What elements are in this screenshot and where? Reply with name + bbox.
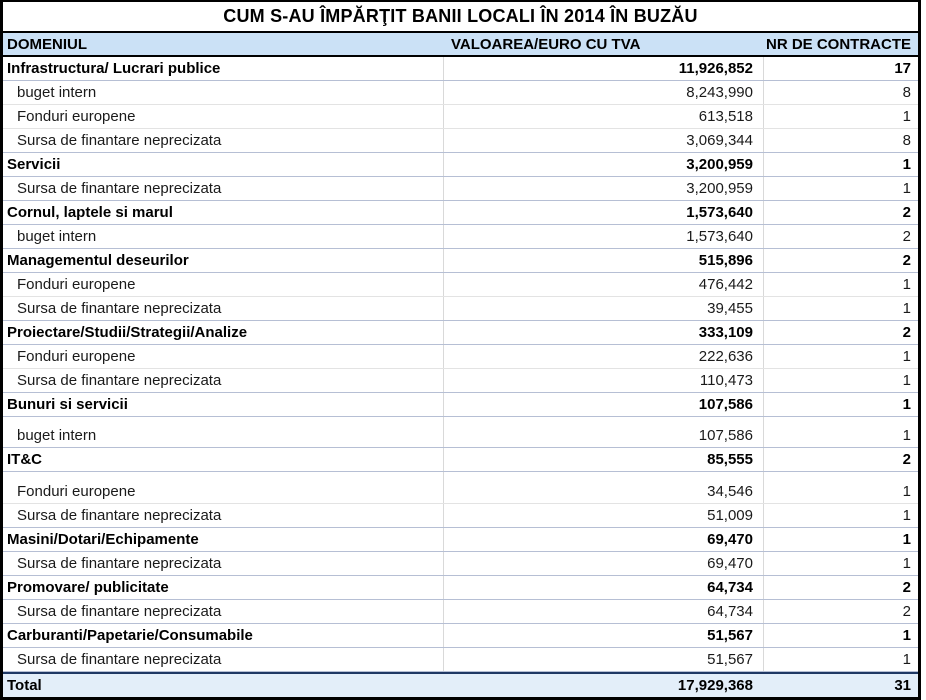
domain-cell: Proiectare/Studii/Strategii/Analize [7, 324, 248, 341]
table-row [3, 81, 918, 105]
table-title: CUM S-AU ÎMPĂRŢIT BANII LOCALI ÎN 2014 ÎN BUZĂU [223, 6, 698, 26]
value-cell: 39,455 [443, 297, 763, 320]
domain-cell: Carburanti/Papetarie/Consumabile [7, 627, 253, 644]
value-cell: 85,555 [443, 448, 763, 471]
domain-cell: IT&C [7, 451, 42, 468]
contracts-cell: 1 [763, 624, 918, 647]
domain-cell: Sursa de finantare neprecizata [17, 132, 222, 149]
value-cell: 613,518 [443, 105, 763, 128]
contracts-cell: 2 [763, 448, 918, 471]
value-cell: 476,442 [443, 273, 763, 296]
table-row [3, 177, 918, 201]
domain-cell: Masini/Dotari/Echipamente [7, 531, 199, 548]
table-row [3, 153, 918, 177]
domain-cell: Servicii [7, 156, 61, 173]
table-row [3, 201, 918, 225]
contracts-cell: 1 [763, 273, 918, 296]
table-row [3, 600, 918, 624]
domain-cell: buget intern [17, 84, 97, 101]
value-cell: 64,734 [443, 576, 763, 599]
contracts-cell: 1 [763, 528, 918, 551]
domain-cell: buget intern [17, 427, 97, 444]
domain-cell: Sursa de finantare neprecizata [17, 180, 222, 197]
value-cell: 51,009 [443, 504, 763, 527]
contracts-cell: 1 [763, 369, 918, 392]
domain-cell: Fonduri europene [17, 108, 136, 125]
domain-cell: Sursa de finantare neprecizata [17, 507, 222, 524]
contracts-cell: 2 [763, 225, 918, 248]
table-row [3, 249, 918, 273]
domain-cell: Sursa de finantare neprecizata [17, 603, 222, 620]
value-cell: 64,734 [443, 600, 763, 623]
table-row [3, 393, 918, 417]
domain-cell: Managementul deseurilor [7, 252, 189, 269]
domain-cell: Sursa de finantare neprecizata [17, 651, 222, 668]
value-cell: 107,586 [443, 417, 763, 447]
table-header [3, 31, 918, 57]
table-row [3, 105, 918, 129]
table-row [3, 129, 918, 153]
contracts-cell: 1 [763, 552, 918, 575]
table-row [3, 57, 918, 81]
total-row [3, 672, 918, 697]
contracts-cell: 2 [763, 249, 918, 272]
contracts-cell: 8 [763, 81, 918, 104]
domain-cell: Fonduri europene [17, 276, 136, 293]
contracts-cell: 1 [763, 648, 918, 671]
domain-cell: Sursa de finantare neprecizata [17, 555, 222, 572]
column-header-value: VALOAREA/EURO CU TVA [451, 35, 641, 53]
table-row [3, 273, 918, 297]
table-row [3, 417, 918, 448]
column-header-domain: DOMENIUL [7, 35, 87, 53]
value-cell: 222,636 [443, 345, 763, 368]
value-cell: 69,470 [443, 528, 763, 551]
table-row [3, 504, 918, 528]
contracts-cell: 1 [763, 105, 918, 128]
domain-cell: Promovare/ publicitate [7, 579, 169, 596]
value-cell: 333,109 [443, 321, 763, 344]
table-row [3, 297, 918, 321]
value-cell: 8,243,990 [443, 81, 763, 104]
table-row [3, 321, 918, 345]
value-cell: 1,573,640 [443, 225, 763, 248]
table-row [3, 369, 918, 393]
contracts-cell: 8 [763, 129, 918, 152]
value-cell: 515,896 [443, 249, 763, 272]
contracts-cell: 1 [763, 153, 918, 176]
value-cell: 51,567 [443, 648, 763, 671]
value-cell: 3,069,344 [443, 129, 763, 152]
value-cell: 11,926,852 [443, 57, 763, 80]
table-row [3, 648, 918, 672]
domain-cell: buget intern [17, 228, 97, 245]
table-body [3, 57, 918, 672]
domain-cell: Cornul, laptele si marul [7, 204, 173, 221]
domain-cell: Bunuri si servicii [7, 396, 128, 413]
contracts-cell: 2 [763, 201, 918, 224]
domain-cell: Fonduri europene [17, 348, 136, 365]
value-cell: 3,200,959 [443, 153, 763, 176]
table-row [3, 624, 918, 648]
table-row [3, 345, 918, 369]
domain-cell: Infrastructura/ Lucrari publice [7, 60, 221, 77]
value-cell: 107,586 [443, 393, 763, 416]
value-cell: 1,573,640 [443, 201, 763, 224]
value-cell: 3,200,959 [443, 177, 763, 200]
contracts-cell: 1 [763, 393, 918, 416]
total-label: Total [7, 677, 42, 694]
total-contracts: 31 [894, 677, 911, 694]
contracts-cell: 1 [763, 472, 918, 503]
value-cell: 69,470 [443, 552, 763, 575]
table-row [3, 448, 918, 472]
contracts-cell: 2 [763, 321, 918, 344]
table-row [3, 552, 918, 576]
contracts-cell: 1 [763, 297, 918, 320]
domain-cell: Sursa de finantare neprecizata [17, 300, 222, 317]
domain-cell: Sursa de finantare neprecizata [17, 372, 222, 389]
column-header-contracts: NR DE CONTRACTE [766, 35, 911, 53]
contracts-cell: 17 [763, 57, 918, 80]
table-row [3, 576, 918, 600]
contracts-cell: 1 [763, 504, 918, 527]
contracts-cell: 1 [763, 177, 918, 200]
table-row [3, 528, 918, 552]
contracts-cell: 1 [763, 417, 918, 447]
contracts-cell: 2 [763, 600, 918, 623]
contracts-cell: 2 [763, 576, 918, 599]
table-row [3, 225, 918, 249]
table-row [3, 472, 918, 504]
domain-cell: Fonduri europene [17, 483, 136, 500]
contracts-cell: 1 [763, 345, 918, 368]
value-cell: 110,473 [443, 369, 763, 392]
value-cell: 34,546 [443, 472, 763, 503]
total-value: 17,929,368 [677, 677, 753, 694]
value-cell: 51,567 [443, 624, 763, 647]
